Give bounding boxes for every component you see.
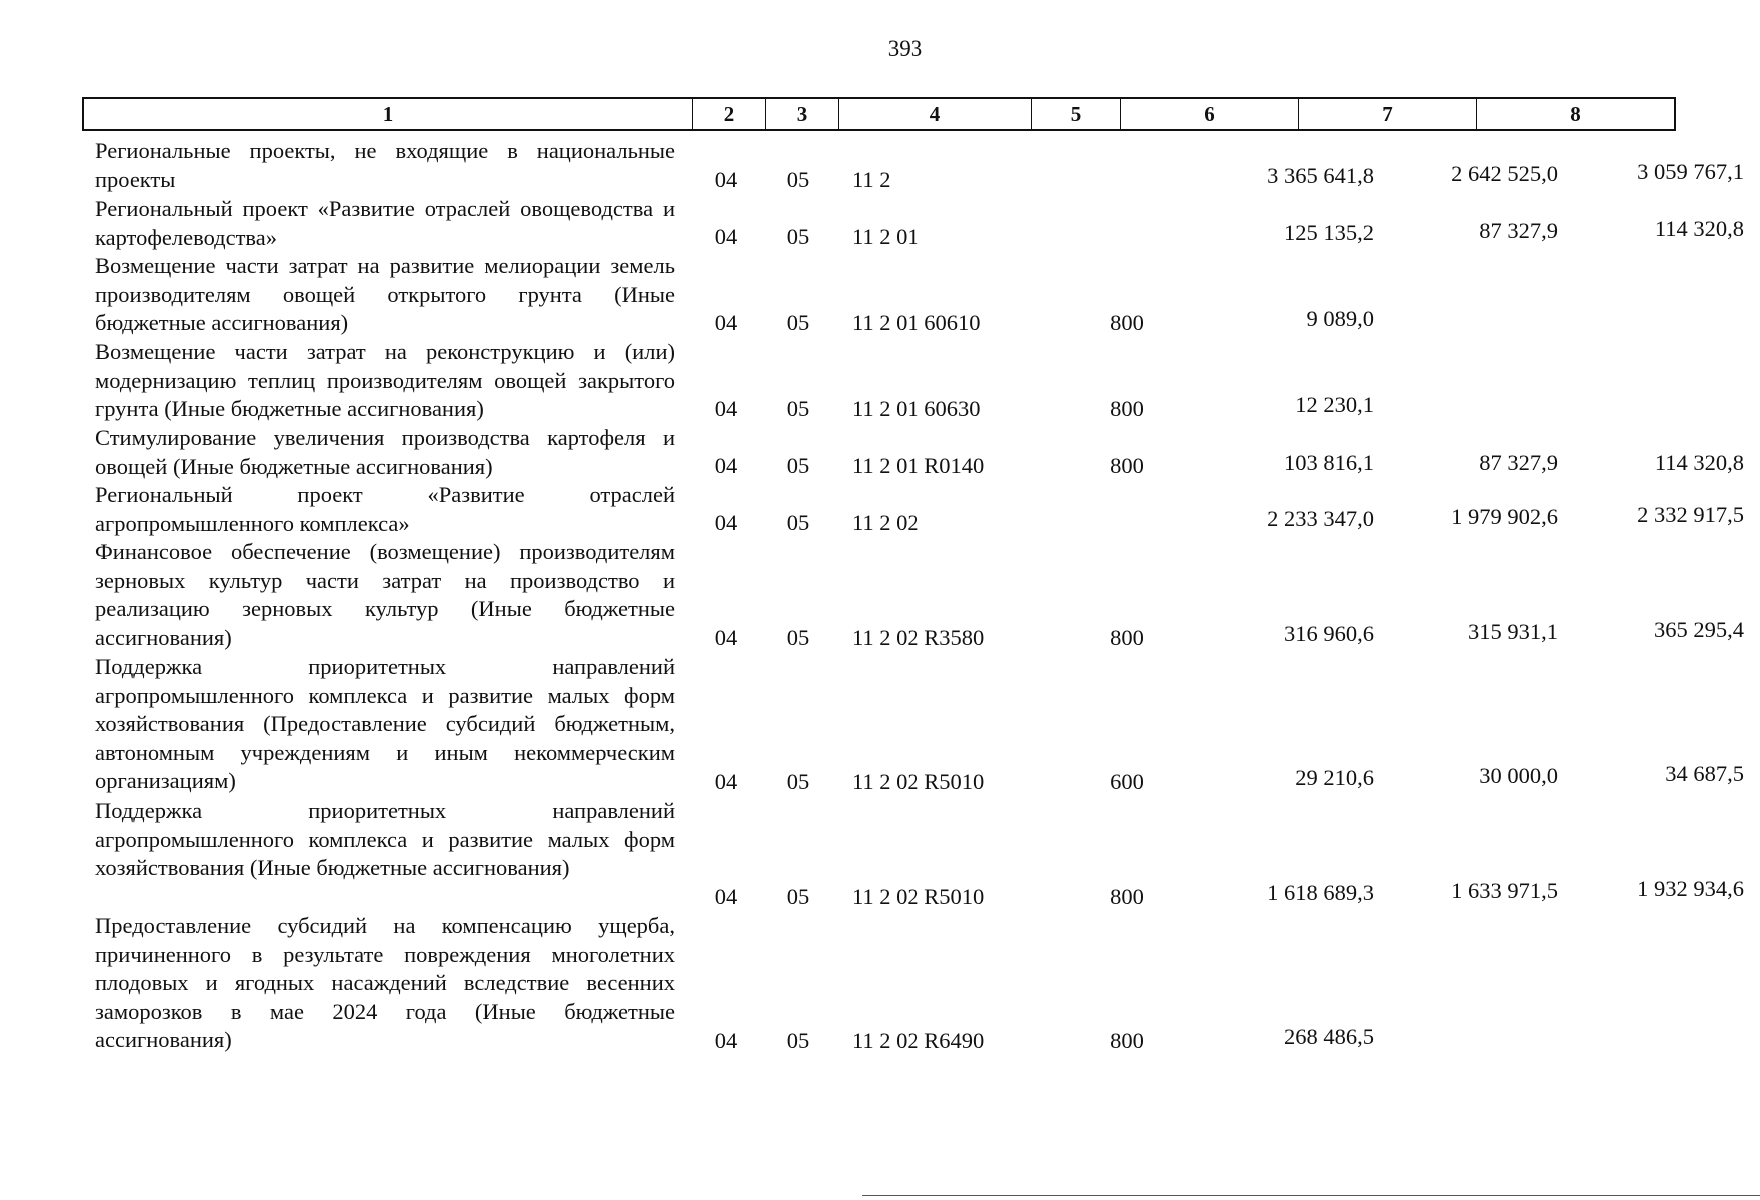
row-col-6: 316 960,6 [1284,621,1374,647]
table-row [82,137,1744,195]
header-col-4: 4 [838,99,1031,129]
row-col-8: 114 320,8 [1654,450,1744,476]
row-col-8: 114 320,8 [1654,216,1744,242]
row-col-4: 11 2 01 [852,224,919,250]
row-description: Поддержка приоритетных направлений агропромышленного комплекса и развитие малых форм хозяйствования (Иные бюджетные ассигнования) [95,798,675,881]
table-header [82,97,1676,131]
row-col-4: 11 2 02 R6490 [852,1028,985,1054]
row-col-7: 2 642 525,0 [1451,161,1558,187]
row-col-5: 800 [1110,396,1144,422]
row-description: Региональный проект «Развитие отраслей овощеводства и картофелеводства» [95,196,675,250]
row-col-7: 315 931,1 [1468,619,1558,645]
row-col-2: 04 [714,167,738,193]
table-row [82,252,1682,338]
row-col-6: 9 089,0 [1306,306,1374,332]
row-col-3: 05 [786,1028,810,1054]
row-col-4: 11 2 02 [852,510,919,536]
table-row [82,195,1744,252]
table-row [82,424,1744,481]
header-col-7: 7 [1298,99,1476,129]
row-col-5: 800 [1110,884,1144,910]
row-col-4: 11 2 01 60630 [852,396,981,422]
row-col-4: 11 2 02 R5010 [852,769,985,795]
row-col-6: 125 135,2 [1284,220,1374,246]
table-row [82,538,1744,653]
row-col-2: 04 [714,310,738,336]
row-description: Предоставление субсидий на компенсацию ущерба, причиненного в результате повреждения многолетних плодовых и ягодных насаждений вследствие весенних заморозков в мае 2024 года (Иные бюджетные ассигнования) [95,913,675,1053]
header-col-6: 6 [1120,99,1298,129]
row-description: Поддержка приоритетных направлений агропромышленного комплекса и развитие малых форм хозяйствования (Предоставление субсидий бюджетным, автономным учреждениям и иным некоммерческим организациям) [95,654,675,794]
table-row [82,338,1682,424]
row-col-2: 04 [714,884,738,910]
header-col-5: 5 [1031,99,1120,129]
row-description: Возмещение части затрат на реконструкцию и (или) модернизацию теплиц производителям овощей закрытого грунта (Иные бюджетные ассигнования) [95,339,675,422]
row-col-2: 04 [714,769,738,795]
row-col-6: 29 210,6 [1295,765,1374,791]
row-col-6: 3 365 641,8 [1267,163,1374,189]
row-description: Стимулирование увеличения производства картофеля и овощей (Иные бюджетные ассигнования) [95,425,675,479]
row-col-3: 05 [786,224,810,250]
page-number: 393 [887,36,923,61]
row-col-4: 11 2 01 60610 [852,310,981,336]
row-col-5: 800 [1110,310,1144,336]
row-col-2: 04 [714,224,738,250]
row-col-5: 800 [1110,453,1144,479]
row-col-3: 05 [786,884,810,910]
row-col-3: 05 [786,396,810,422]
row-col-8: 34 687,5 [1665,761,1744,787]
header-col-1: 1 [382,102,394,126]
row-col-5: 600 [1110,769,1144,795]
row-col-2: 04 [714,453,738,479]
row-col-4: 11 2 02 R5010 [852,884,985,910]
row-col-6: 1 618 689,3 [1267,880,1374,906]
row-col-2: 04 [714,510,738,536]
row-col-7: 87 327,9 [1479,450,1558,476]
header-col-8: 8 [1476,99,1674,129]
row-col-3: 05 [786,167,810,193]
header-col-3: 3 [765,99,838,129]
row-col-8: 3 059 767,1 [1637,159,1744,185]
row-col-4: 11 2 01 R0140 [852,453,985,479]
row-col-3: 05 [786,510,810,536]
row-col-3: 05 [786,310,810,336]
row-col-8: 1 932 934,6 [1637,876,1744,902]
row-col-4: 11 2 02 R3580 [852,625,985,651]
row-col-3: 05 [786,625,810,651]
row-col-3: 05 [786,769,810,795]
row-col-7: 1 979 902,6 [1451,504,1558,530]
row-description: Региональный проект «Развитие отраслей агропромышленного комплекса» [95,482,675,536]
row-description: Финансовое обеспечение (возмещение) производителям зерновых культур части затрат на производство и реализацию зерновых культур (Иные бюджетные ассигнования) [95,539,675,650]
row-col-8: 365 295,4 [1654,617,1744,643]
table-row [82,653,1744,797]
row-col-3: 05 [786,453,810,479]
header-col-2: 2 [692,99,765,129]
row-col-2: 04 [714,625,738,651]
table-row [82,797,1744,912]
table-row [82,912,1682,1056]
row-col-5: 800 [1110,1028,1144,1054]
bottom-rule [862,1195,1760,1196]
row-col-8: 2 332 917,5 [1637,502,1744,528]
row-col-6: 103 816,1 [1284,450,1374,476]
row-col-7: 1 633 971,5 [1451,878,1558,904]
table-row [82,481,1744,538]
row-col-4: 11 2 [852,167,891,193]
row-col-6: 2 233 347,0 [1267,506,1374,532]
row-col-2: 04 [714,1028,738,1054]
row-col-2: 04 [714,396,738,422]
row-description: Возмещение части затрат на развитие мелиорации земель производителям овощей открытого грунта (Иные бюджетные ассигнования) [95,253,675,336]
row-col-7: 87 327,9 [1479,218,1558,244]
row-col-5: 800 [1110,625,1144,651]
row-col-6: 12 230,1 [1295,392,1374,418]
row-description: Региональные проекты, не входящие в национальные проекты [95,138,675,192]
row-col-6: 268 486,5 [1284,1024,1374,1050]
row-col-7: 30 000,0 [1479,763,1558,789]
